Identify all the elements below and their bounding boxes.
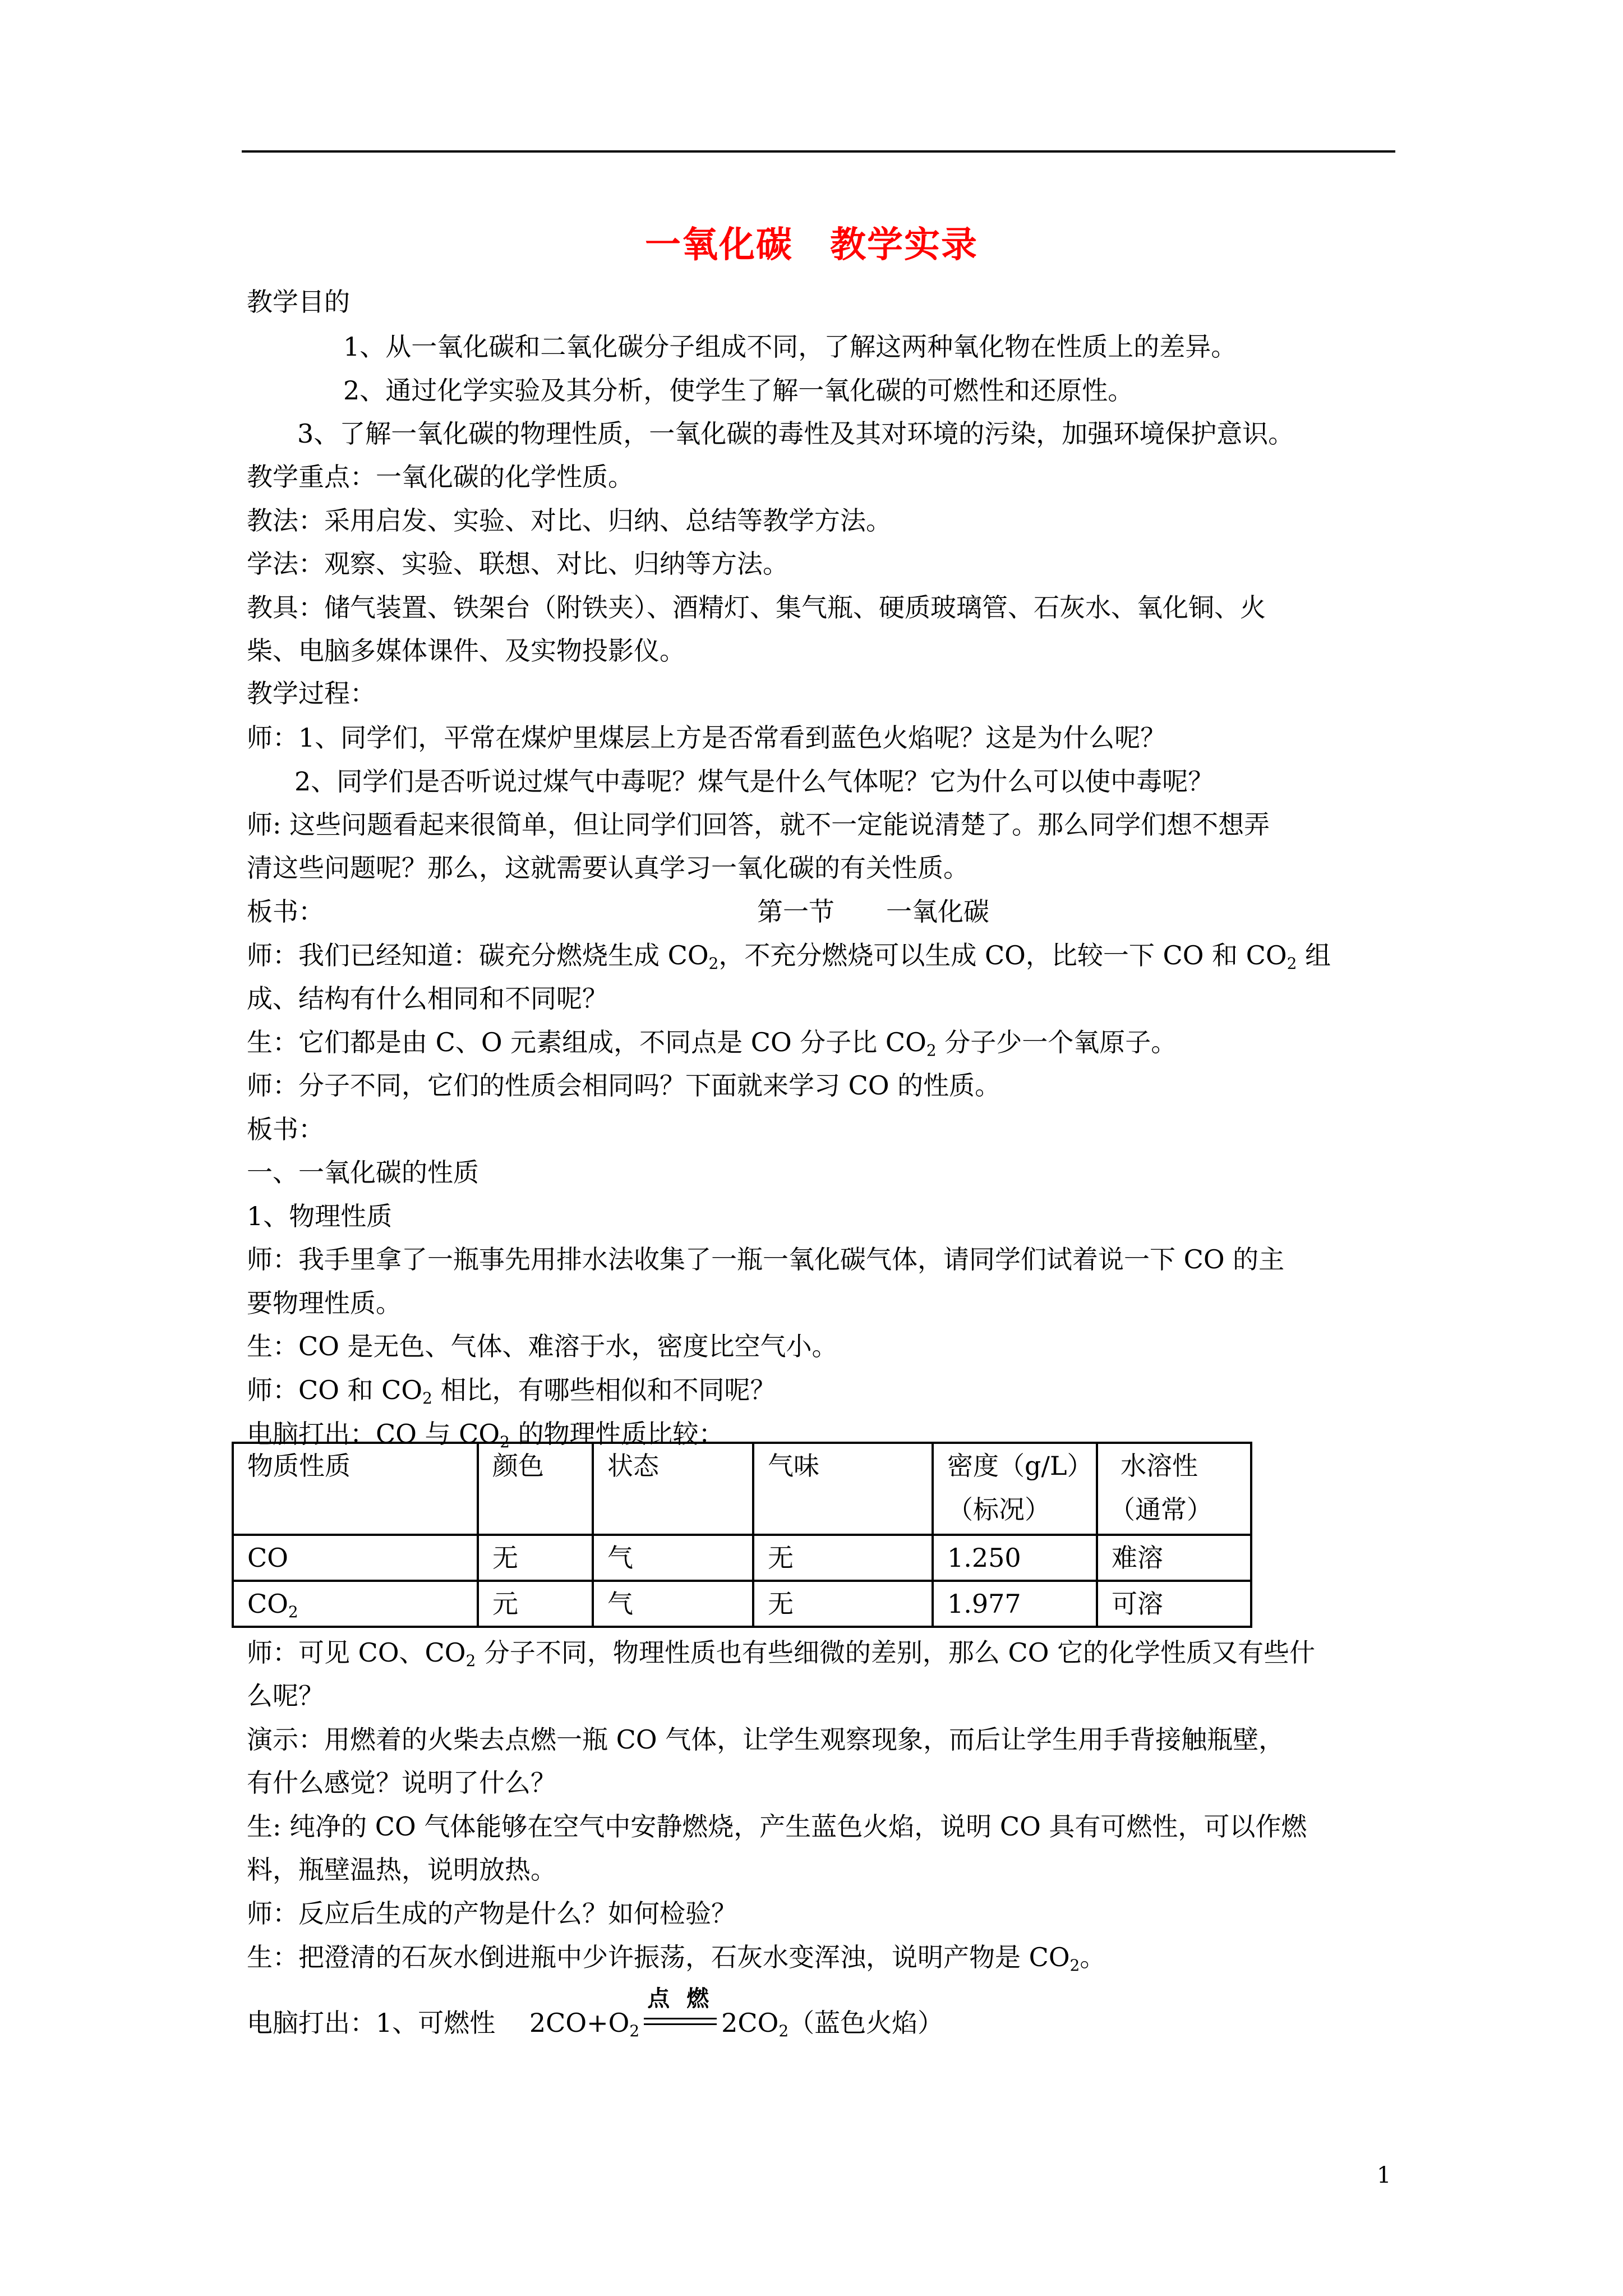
teacher-statement-2: 师：我们已经知道：碳充分燃烧生成 $CO_2$，不充分燃烧可以生成 CO，比较一下 CO 和 $CO_2$ 组	[247, 940, 1331, 973]
table-header-cell: 水溶性 （通常）	[1097, 1443, 1251, 1535]
table-row	[233, 1535, 1251, 1581]
table-cell: 难溶	[1097, 1535, 1251, 1581]
objective-3: 3、了解一氧化碳的物理性质，一氧化碳的毒性及其对环境的污染，加强环境保护意识。	[297, 418, 1294, 449]
table-header-cell: 密度（g/L） （标况）	[933, 1443, 1097, 1535]
subsection-heading: 1、物理性质	[247, 1201, 393, 1231]
process-heading: 教学过程：	[247, 678, 376, 708]
student-answer-1: 生：它们都是由 C、O 元素组成，不同点是 CO 分子比 $CO_2$ 分子少一个氧原子。	[247, 1027, 1177, 1060]
teacher-statement-4-line-2: 要物理性质。	[247, 1288, 402, 1318]
table-cell: 气	[593, 1535, 753, 1581]
table-cell: 可溶	[1097, 1581, 1251, 1627]
board-label-1: 板书：	[247, 896, 324, 927]
teacher-remark-line-2: 清这些问题呢？那么，这就需要认真学习一氧化碳的有关性质。	[247, 853, 969, 883]
equipment-line-1: 教具：储气装置、铁架台（附铁夹）、酒精灯、集气瓶、硬质玻璃管、石灰水、氧化铜、火	[247, 592, 1266, 623]
properties-table	[232, 1442, 1252, 1628]
table-cell: 气	[593, 1581, 753, 1627]
equipment-line-2: 柴、电脑多媒体课件、及实物投影仪。	[247, 636, 685, 666]
teacher-statement-2-cont: 成、结构有什么相同和不同呢？	[247, 983, 608, 1014]
table-cell: 1.977	[933, 1581, 1097, 1627]
objective-1: 1、从一氧化碳和二氧化碳分子组成不同，了解这两种氧化物在性质上的差异。	[343, 332, 1237, 362]
section-heading: 一、一氧化碳的性质	[247, 1157, 479, 1188]
objectives-heading: 教学目的	[247, 287, 350, 317]
table-header-row	[233, 1443, 1251, 1535]
teacher-statement-6-cont: 么呢？	[247, 1681, 324, 1711]
table-header-cell: 状态	[593, 1443, 753, 1535]
reaction-condition-arrow: 点 燃	[644, 2012, 717, 2038]
student-answer-2: 生：CO 是无色、气体、难溶于水，密度比空气小。	[247, 1331, 838, 1361]
table-cell: 无	[478, 1535, 593, 1581]
table-cell: CO	[233, 1535, 478, 1581]
teacher-question-3: 师：反应后生成的产物是什么？如何检验？	[247, 1898, 737, 1929]
computer-display-1: 电脑打出：CO 与 $CO_2$ 的物理性质比较：	[247, 1419, 725, 1451]
teacher-statement-4-line-1: 师：我手里拿了一瓶事先用排水法收集了一瓶一氧化碳气体，请同学们试着说一下 CO 的主	[247, 1244, 1285, 1274]
board-label-2: 板书：	[247, 1114, 324, 1144]
teacher-statement-3: 师：分子不同，它们的性质会相同吗？下面就来学习 CO 的性质。	[247, 1070, 1001, 1101]
table-row	[233, 1581, 1251, 1627]
teacher-question-1: 师：1、同学们，平常在煤炉里煤层上方是否常看到蓝色火焰呢？这是为什么呢？	[247, 723, 1166, 753]
table-header-cell: 颜色	[478, 1443, 593, 1535]
learning-method: 学法：观察、实验、联想、对比、归纳等方法。	[247, 549, 789, 579]
objective-2: 2、通过化学实验及其分析，使学生了解一氧化碳的可燃性和还原性。	[343, 375, 1134, 406]
table-cell: $CO_2$	[233, 1581, 478, 1627]
page-title: 一氧化碳 教学实录	[645, 224, 978, 266]
teacher-statement-5: 师：CO 和 $CO_2$ 相比，有哪些相似和不同呢？	[247, 1375, 776, 1407]
header-rule	[242, 150, 1395, 153]
board-section-title: 第一节 一氧化碳	[757, 896, 989, 927]
table-cell: 无	[753, 1581, 933, 1627]
table-cell: 无	[753, 1535, 933, 1581]
table-header-cell: 气味	[753, 1443, 933, 1535]
student-answer-4: 生：把澄清的石灰水倒进瓶中少许振荡，石灰水变浑浊，说明产物是 $CO_2$。	[247, 1942, 1106, 1975]
table-cell: 1.250	[933, 1535, 1097, 1581]
teacher-statement-6: 师：可见 CO、$CO_2$ 分子不同，物理性质也有些细微的差别，那么 CO 它的化学性质又有些什	[247, 1637, 1316, 1670]
page-number: 1	[1377, 2162, 1391, 2188]
combustion-equation: 电脑打出：1、可燃性 $2CO+O_2$ 点 燃 $2CO_2$（蓝色火焰）	[247, 1986, 944, 2040]
table-cell: 元	[478, 1581, 593, 1627]
key-point: 教学重点：一氧化碳的化学性质。	[247, 462, 634, 492]
teaching-method: 教法：采用启发、实验、对比、归纳、总结等教学方法。	[247, 505, 892, 536]
demo-line-1: 演示：用燃着的火柴去点燃一瓶 CO 气体，让学生观察现象，而后让学生用手背接触瓶壁，	[247, 1724, 1285, 1755]
student-answer-3-line-1: 生: 纯净的 CO 气体能够在空气中安静燃烧，产生蓝色火焰，说明 CO 具有可燃性，可以作燃	[247, 1811, 1307, 1842]
teacher-remark-line-1: 师: 这些问题看起来很简单，但让同学们回答，就不一定能说清楚了。那么同学们想不想弄	[247, 809, 1270, 840]
student-answer-3-line-2: 料，瓶壁温热，说明放热。	[247, 1855, 556, 1885]
table-header-cell: 物质性质	[233, 1443, 478, 1535]
demo-line-2: 有什么感觉？说明了什么？	[247, 1768, 556, 1798]
teacher-question-2: 2、同学们是否听说过煤气中毒呢？煤气是什么气体呢？它为什么可以使中毒呢？	[294, 766, 1214, 797]
